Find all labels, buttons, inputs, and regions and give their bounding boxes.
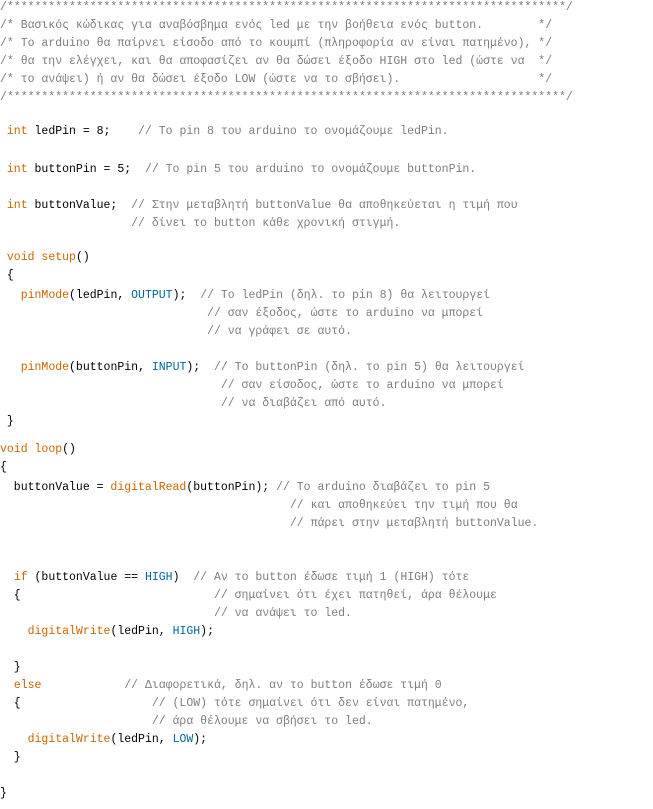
code-line <box>0 570 653 586</box>
code-line <box>0 90 653 106</box>
code-token-const: HIGH <box>172 625 201 638</box>
code-token-func: digitalWrite <box>27 625 111 638</box>
code-line <box>0 588 653 604</box>
code-token-plain <box>28 443 35 456</box>
code-token-type: else <box>13 679 42 692</box>
code-token-comment: // Το ledPin (δηλ. το pin 8) θα λειτουργεί <box>200 289 491 302</box>
code-token-const: LOW <box>172 733 194 746</box>
code-token-type: void <box>0 443 28 456</box>
code-token-plain <box>41 679 124 692</box>
code-token-comment: // Στην μεταβλητή buttonValue θα αποθηκεύεται η τιμή που <box>131 199 518 212</box>
code-token-plain: (buttonPin); <box>186 481 277 494</box>
code-token-plain <box>0 679 14 692</box>
code-token-plain: ); <box>172 289 201 302</box>
code-token-plain: { <box>0 269 14 282</box>
code-line <box>0 460 653 476</box>
code-token-plain <box>0 307 207 320</box>
code-line <box>0 378 653 394</box>
code-token-comment: // σαν έξοδος, ώστε το arduino να μπορεί <box>207 307 484 320</box>
code-line <box>0 498 653 514</box>
code-token-plain: } <box>0 787 7 800</box>
code-token-func: pinMode <box>20 289 70 302</box>
code-token-plain <box>0 715 152 728</box>
code-token-plain <box>0 217 131 230</box>
code-line <box>0 624 653 640</box>
code-token-type: void <box>0 251 35 264</box>
code-token-comment: // να γράφει σε αυτό. <box>207 325 352 338</box>
code-token-comment: // (LOW) τότε σημαίνει ότι δεν είναι πατημένο, <box>151 697 470 710</box>
code-line <box>0 396 653 412</box>
code-token-plain <box>0 289 21 302</box>
code-token-comment: /* το ανάψει) ή αν θα δώσει έξοδο LOW (ώστε να το σβήσει). */ <box>0 73 553 86</box>
code-token-comment: // σημαίνει ότι έχει πατηθεί, άρα θέλουμε <box>213 589 497 602</box>
code-line <box>0 0 653 16</box>
code-line <box>0 750 653 766</box>
code-line <box>0 36 653 52</box>
code-token-const: OUTPUT <box>131 289 173 302</box>
code-token-type: if <box>13 571 28 584</box>
code-line <box>0 360 653 376</box>
code-token-plain <box>0 397 221 410</box>
code-token-plain: buttonValue; <box>27 199 132 212</box>
code-token-comment: // Διαφορετικά, δηλ. αν το button έδωσε τιμή 0 <box>124 679 442 692</box>
code-token-plain <box>0 625 28 638</box>
code-token-plain: { <box>0 461 7 474</box>
code-line <box>0 480 653 496</box>
code-token-plain: buttonPin = 5; <box>27 163 145 176</box>
code-token-plain: () <box>75 251 90 264</box>
code-token-plain <box>0 607 214 620</box>
code-token-comment: /* θα την ελέγχει, και θα αποφασίζει αν θα δώσει έξοδο HIGH στο led (ώστε να */ <box>0 55 553 68</box>
code-line <box>0 306 653 322</box>
code-token-plain: (ledPin, <box>110 625 173 638</box>
code-token-comment: // Το arduino διαβάζει το pin 5 <box>276 481 490 494</box>
code-token-plain: ); <box>186 361 214 374</box>
code-line <box>0 250 653 266</box>
code-token-comment: /* Βασικός κώδικας για αναβόσβημα ενός led με την βοήθεια ενός button. */ <box>0 19 553 32</box>
code-token-type: int <box>0 163 28 176</box>
code-token-func: digitalWrite <box>27 733 111 746</box>
code-line <box>0 696 653 712</box>
code-token-const: HIGH <box>144 571 173 584</box>
code-token-plain: ); <box>200 625 214 638</box>
code-token-plain <box>0 325 207 338</box>
code-token-plain: { <box>0 589 214 602</box>
code-token-plain: ledPin = 8; <box>27 125 139 138</box>
code-token-comment: // να ανάψει το led. <box>213 607 352 620</box>
code-token-plain: (buttonValue == <box>27 571 145 584</box>
code-line <box>0 18 653 34</box>
code-token-comment: // σαν είσοδος, ώστε το arduino να μπορεί <box>220 379 504 392</box>
code-token-plain: ) <box>172 571 194 584</box>
code-token-comment: /* Το arduino θα παίρνει είσοδο από το κουμπί (πληροφορία αν είναι πατημένο), */ <box>0 37 553 50</box>
code-token-plain: ); <box>193 733 208 746</box>
code-token-plain: (ledPin, <box>69 289 132 302</box>
code-line <box>0 414 653 430</box>
code-token-comment: // Το buttonPin (δηλ. το pin 5) θα λειτουργεί <box>213 361 525 374</box>
code-line <box>0 442 653 458</box>
code-line <box>0 198 653 214</box>
code-token-plain: buttonValue = <box>0 481 111 494</box>
code-token-comment: // και αποθηκεύει την τιμή που θα <box>289 499 518 512</box>
code-token-plain: { <box>0 697 152 710</box>
code-line <box>0 268 653 284</box>
code-token-plain: } <box>0 661 21 674</box>
code-token-func: setup <box>41 251 76 264</box>
code-line <box>0 124 653 140</box>
code-token-comment: // Το pin 8 του arduino το ονομάζουμε ledPin. <box>138 125 449 138</box>
code-token-plain: () <box>62 443 76 456</box>
code-token-plain <box>0 361 21 374</box>
code-token-func: loop <box>34 443 63 456</box>
code-line <box>0 516 653 532</box>
code-token-func: digitalRead <box>110 481 187 494</box>
code-line <box>0 288 653 304</box>
code-line <box>0 660 653 676</box>
code-line <box>0 72 653 88</box>
code-token-type: int <box>0 199 28 212</box>
code-line <box>0 162 653 178</box>
code-token-type: int <box>0 125 28 138</box>
code-token-plain <box>0 733 28 746</box>
code-token-comment: // δίνει το button κάθε χρονική στιγμή. <box>131 217 401 230</box>
code-line <box>0 54 653 70</box>
code-token-plain: } <box>0 415 14 428</box>
code-token-func: pinMode <box>20 361 70 374</box>
code-line <box>0 216 653 232</box>
code-token-comment: // άρα θέλουμε να σβήσει το led. <box>151 715 373 728</box>
code-token-comment: /*********************************************************************************/ <box>0 1 573 14</box>
code-line <box>0 606 653 622</box>
code-line <box>0 732 653 748</box>
code-token-plain <box>0 517 290 530</box>
code-token-comment: // να διαβάζει από αυτό. <box>220 397 387 410</box>
code-token-plain <box>0 499 290 512</box>
code-token-comment: /*********************************************************************************/ <box>0 91 573 104</box>
code-token-plain <box>0 571 14 584</box>
code-token-plain: } <box>0 751 21 764</box>
code-line <box>0 714 653 730</box>
code-token-comment: // Το pin 5 του arduino το ονομάζουμε buttonPin. <box>144 163 477 176</box>
code-token-plain: (buttonPin, <box>69 361 152 374</box>
code-token-plain <box>0 379 221 392</box>
code-line <box>0 324 653 340</box>
code-line <box>0 678 653 694</box>
code-token-const: INPUT <box>151 361 187 374</box>
code-line <box>0 786 653 802</box>
code-token-plain: (ledPin, <box>110 733 173 746</box>
code-token-comment: // πάρει στην μεταβλητή buttonValue. <box>289 517 539 530</box>
code-token-comment: // Αν το button έδωσε τιμή 1 (HIGH) τότε <box>193 571 470 584</box>
